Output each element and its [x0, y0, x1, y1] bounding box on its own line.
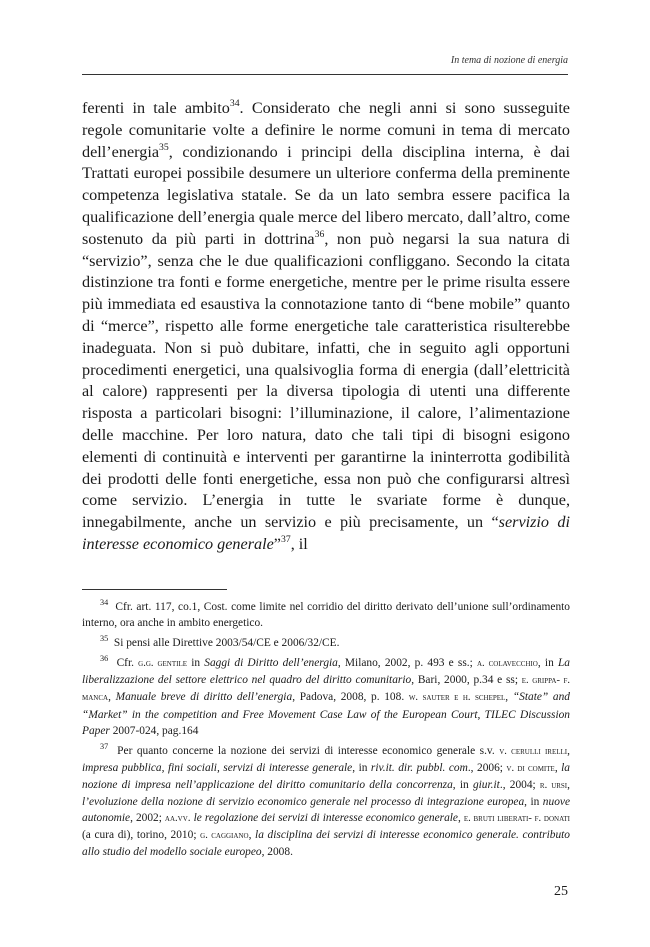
footnote-37	[82, 743, 570, 861]
footnote-rule	[82, 589, 227, 590]
body-paragraph	[82, 98, 570, 556]
text-run: , in	[537, 657, 558, 670]
text-run: , non può negarsi la sua natura di “servizio”, senza che le due qualificazioni confliggano. Secondo la citata distinzione tra fonti e forme energetiche, mentre per le prime risulta essere più immediata ed esaustiva la connotazione tanto di “bene mobile” quanto di “merce”, rispetto alle forme energetiche tale caratteristica risulterebbe inadeguata. Non si può dubitare, infatti, che in seguito agli opportuni procedimenti energetici, una qualsivoglia forma di energia (dall’elettricità al calore) rappresenti per la diversa tipologia di utenti una differente risposta a particolari bisogni: l’illuminazione, il calore, l’alimentazione delle macchine. Per loro natura, dato che tali tipi di bisogni esigono elementi di continuità e interventi per garantirne la ininterrotta godibilità dei prodotti delle fonti energetiche, essa non può che configurarsi altresì come servizio. L’energia in tutte le svariate forme è dunque, innegabilmente, anche un servizio e più precisamente, un “	[82, 229, 570, 532]
main-text	[82, 98, 570, 556]
footnote-number: 37	[100, 741, 109, 751]
running-header: In tema di nozione di energia	[450, 55, 568, 66]
text-run: , Bari, 2000, p.34 e ss;	[411, 674, 522, 687]
journal-title: riv.it. dir. pubbl. com	[370, 761, 468, 774]
text-run: , 2008.	[261, 846, 293, 859]
text-run: , Padova, 2008, p. 108.	[292, 691, 409, 704]
work-title: impresa pubblica, fini sociali, servizi di interesse generale	[82, 761, 353, 774]
text-run: ., 2006;	[467, 761, 507, 774]
author-name: g.g. gentile	[138, 658, 188, 670]
text-run: 2007-024, pag.164	[109, 724, 199, 737]
text-run: (a cura di), torino, 2010;	[82, 829, 201, 842]
author-name: e. bruti liberati- f. donati	[463, 813, 570, 825]
work-title: la disciplina dei servizi di interesse economico generale. contributo allo studio del modello sociale europeo	[82, 829, 570, 859]
footnote-number: 35	[100, 633, 109, 643]
work-title: La liberalizzazione del settore elettrico nel quadro del diritto comunitario	[82, 657, 570, 687]
work-title: la nozione di impresa nell’applicazione del diritto comunitario della concorrenza	[82, 761, 571, 791]
work-title: “State” and “Market” in the competition and Free Movement Case Law of the European Court, TILEC Discussion Paper	[82, 691, 571, 737]
text-run: ., 2004;	[499, 778, 540, 791]
footnote-36	[82, 655, 570, 738]
text-run: in	[187, 657, 205, 670]
text-run: , Milano, 2002, p. 493 e ss.;	[337, 657, 477, 670]
text-run: Per quanto concerne la nozione dei servizi di interesse economico generale s.v.	[117, 744, 500, 757]
work-title: Manuale breve di diritto dell’energia	[115, 691, 293, 704]
text-run: ferenti in tale ambito	[82, 99, 230, 117]
text-run: , in	[452, 778, 473, 791]
footnote-ref-37[interactable]: 37	[280, 534, 291, 546]
author-name: aa.vv	[164, 813, 188, 825]
work-title: Saggi di Diritto dell’energia	[204, 657, 338, 670]
italic-phrase: servizio di interesse economico generale	[82, 513, 570, 553]
text-run: ,	[567, 744, 570, 757]
text-run: , in	[352, 761, 371, 774]
text-run: . Considerato che negli anni si sono susseguite regole comunitarie volte a definire le norme comuni in tema di mercato dell’energia	[82, 99, 570, 161]
text-run: , in	[524, 796, 543, 809]
text-run: ”	[273, 534, 281, 553]
text-run: , condizionando i principi della disciplina interna, è dai Trattati europei possibile desumere un ulteriore conferma della preminente competenza legislativa statale. Se da un lato sembra essere pacifica la qualificazione dell’energia quale merce del libero mercato, dall’altro, come sostenuto da più parti in dottrina	[82, 142, 570, 248]
footnote-number: 34	[100, 597, 109, 607]
journal-title: giur.it	[472, 778, 500, 791]
text-run: ,	[108, 691, 116, 704]
footnote-ref-35[interactable]: 35	[159, 141, 169, 153]
author-name: r. ursi	[539, 779, 568, 791]
footnote-number: 36	[100, 654, 109, 664]
footnote-text: Si pensi alle Direttive 2003/54/CE e 2006/32/CE.	[113, 637, 340, 650]
text-run: , 2002;	[130, 812, 165, 825]
author-name: v. cerulli irelli	[499, 745, 568, 757]
text-run: ,	[248, 829, 256, 842]
text-run: .	[187, 812, 194, 825]
author-name: w. sauter e h. schepel	[408, 692, 506, 704]
footnote-ref-36[interactable]: 36	[314, 228, 325, 240]
work-title: le regolazione dei servizi di interesse economico generale	[193, 812, 458, 825]
text-run: ,	[567, 778, 571, 791]
footnote-35	[82, 635, 570, 651]
footnotes	[82, 599, 570, 864]
text-run: , il	[290, 534, 308, 553]
author-name: g. caggiano	[200, 830, 249, 842]
text-run: ,	[554, 761, 562, 774]
author-name: v. di comite	[506, 762, 555, 774]
text-run: Cfr.	[116, 657, 139, 670]
work-title: l’evoluzione della nozione di servizio economico generale nel processo di integrazione europea	[82, 796, 525, 809]
journal-title: nuove autonomie	[82, 796, 570, 825]
footnote-34	[82, 599, 570, 631]
header-rule	[82, 74, 568, 75]
author-name: e. grippa- f. manca	[82, 675, 570, 704]
page-number: 25	[554, 884, 568, 899]
author-name: a. colavecchio	[476, 658, 538, 670]
text-run: ,	[505, 691, 513, 704]
text-run: ,	[457, 812, 464, 825]
footnote-text: Cfr. art. 117, co.1, Cost. come limite nel corridio del diritto derivato dell’unione sull’ordinamento interno, ora anche in ambito energetico.	[82, 601, 570, 630]
footnote-ref-34[interactable]: 34	[229, 98, 240, 110]
